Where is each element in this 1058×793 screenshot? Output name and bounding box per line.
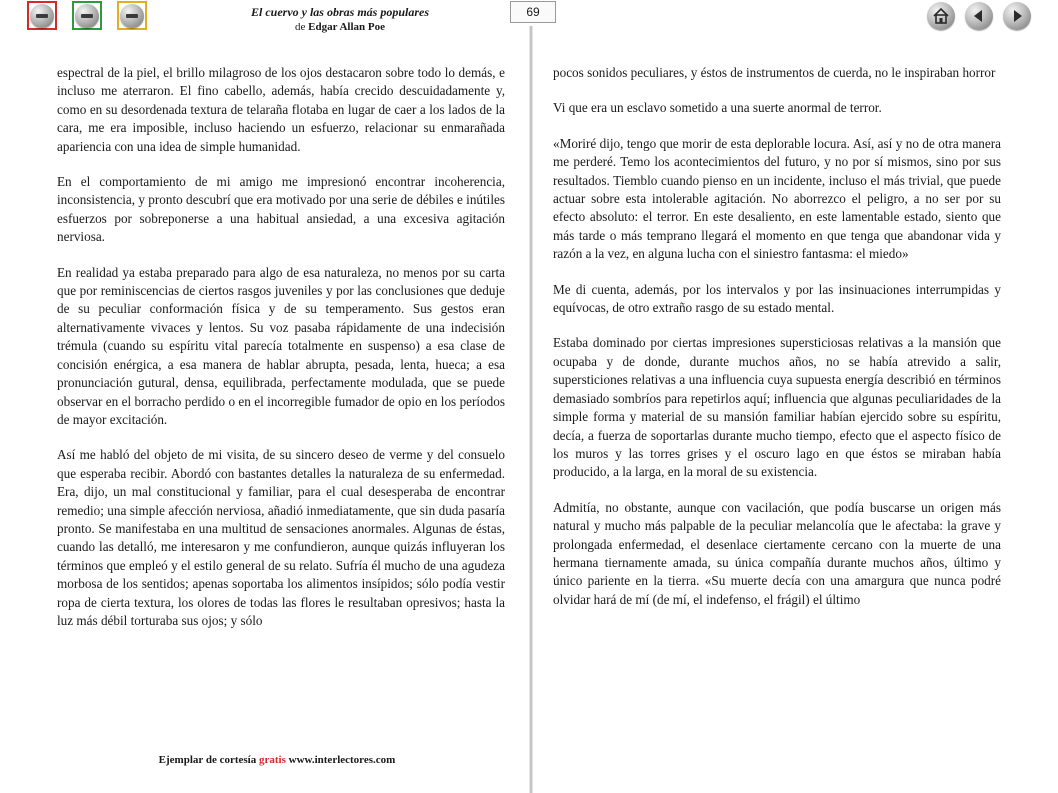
paragraph: En realidad ya estaba preparado para algo de esa naturaleza, no menos por su carta que por reminiscencias de ciertos rasgos juveniles y por las conclusiones que deduje de su peculiar conformación física y de su temperamento. Sus gestos eran alternativamente vivaces y lentos. Su voz pasaba rápidamente de una indecisión trémula (cuando su espíritu vital parecía totalmente en suspenso) a esa clase de concisión enérgica, a esa manera de hablar abrupta, pesada, lenta, hueca; a esa pronunciación gutural, densa, equilibrada, perfectamente modulada, que se puede observar en el borracho perdido o en el incorregible fumador de opio en los períodos de mayor excitación. (57, 264, 505, 427)
arrow-left-icon (970, 7, 988, 25)
paragraph: pocos sonidos peculiares, y éstos de instrumentos de cuerda, no le inspiraban horror (553, 65, 996, 80)
home-icon (932, 7, 950, 25)
left-page-text (57, 64, 505, 647)
footer-prefix: Ejemplar de cortesía (158, 754, 257, 766)
footer-courtesy (57, 754, 497, 766)
paragraph: Vi que era un esclavo sometido a una suerte anormal de terror. (553, 100, 882, 116)
paragraph: espectral de la piel, el brillo milagroso de los ojos destacaron sobre todo lo demás, e incluso me aterraron. El fino cabello, además, había crecido descuidadamente y, como en su desordenada textura de telaraña flotaba en lugar de caer a los lados de la cara, me era imposible, incluso haciendo un esfuerzo, relacionar su enmarañada apariencia con una idea de simple humanidad. (57, 65, 505, 154)
arrow-right-icon (1008, 7, 1026, 25)
home-button[interactable] (927, 2, 955, 30)
minimize-button-green[interactable] (72, 1, 102, 30)
paragraph: Me di cuenta, además, por los intervalos y por las insinuaciones interrumpidas y equívocas, de otro extraño rasgo de su estado mental. (553, 281, 1001, 316)
paragraph: Admitía, no obstante, aunque con vacilación, que podía buscarse un origen más natural y mucho más palpable de la peculiar melancolía que le afectaba: la grave y prolongada enfermedad, el desenlace ciertamente cercano con la muerte de una hermana tiernamente amada, su única compañía durante muchos años, último y único pariente en la tierra. «Su muerte decía con una amargura que nunca podré olvidar hará de mí (de mí, el indefenso, el frágil) el último (553, 499, 1001, 607)
minimize-button-yellow[interactable] (117, 1, 147, 30)
minus-icon (75, 4, 99, 28)
right-page-text (553, 64, 1001, 626)
previous-page-button[interactable] (965, 2, 993, 30)
minimize-button-red[interactable] (27, 1, 57, 30)
minus-icon (30, 4, 54, 28)
paragraph: Estaba dominado por ciertas impresiones supersticiosas relativas a la mansión que ocupaba y de donde, durante muchos años, no se había atrevido a salir, supersticiones relativas a una influencia cuya supuesta energía describió en términos demasiado sombríos para repetirlos aquí; influencia que algunas peculiaridades de la simple forma y material de su mansión familiar habían ejercido sobre su espíritu, decía, a fuerza de soportarlas durante mucho tiempo, efecto que el aspecto físico de los muros y las torres grises y el oscuro lago en que éstos se miraban había producido, a la larga, en la moral de su existencia. (553, 335, 1001, 480)
book-spine (529, 26, 533, 793)
book-author (200, 20, 480, 34)
minus-icon (120, 4, 144, 28)
paragraph: Así me habló del objeto de mi visita, de su sincero deseo de verme y del consuelo que esperaba recibir. Abordó con bastantes detalles la naturaleza de su enfermedad. Era, dijo, un mal constitucional y familiar, para el cual desesperaba de encontrar remedio; una simple afección nerviosa, añadió inmediatamente, que sin duda pasaría pronto. Se manifestaba en una multitud de sensaciones anormales. Algunas de éstas, cuando las detalló, me interesaron y me confundieron, aunque quizás influyeran los términos que empleó y el estilo general de su relato. Sufría él mucho de una agudeza morbosa de los sentidos; apenas soportaba los alimentos insípidos; sólo podía vestir ropa de cierta textura, los olores de todas las flores le resultaban opresivos; hasta la luz más débil torturaba sus ojos; y sólo (57, 447, 505, 628)
author-prefix: de (295, 21, 306, 33)
book-title: El cuervo y las obras más populares (250, 5, 429, 19)
author-name: Edgar Allan Poe (308, 21, 385, 33)
paragraph: «Moriré dijo, tengo que morir de esta deplorable locura. Así, así y no de otra manera me perderé. Temo los acontecimientos del futuro, y no por sí mismos, sino por sus resultados. Tiemblo cuando pienso en un incidente, incluso el más trivial, que puede actuar sobre esta intolerable agitación. No aborrezco el peligro, a no ser por su efecto absoluto: el terror. En este desaliento, en este lamentable estado, siento que más tarde o más temprano llegará el momento en que tenga que abandonar vida y razón a la vez, en alguna lucha con el siniestro fantasma: el miedo» (553, 135, 1001, 262)
footer-site-link[interactable]: www.interlectores.com (288, 754, 396, 766)
paragraph: En el comportamiento de mi amigo me impresionó encontrar incoherencia, inconsistencia, y pronto descubrí que era motivado por una serie de débiles e inútiles esfuerzos por sobreponerse a una habitual ansiedad, a una excesiva agitación nerviosa. (57, 174, 505, 245)
next-page-button[interactable] (1003, 2, 1031, 30)
page-number: 69 (510, 1, 556, 23)
footer-gratis: gratis (258, 754, 286, 766)
